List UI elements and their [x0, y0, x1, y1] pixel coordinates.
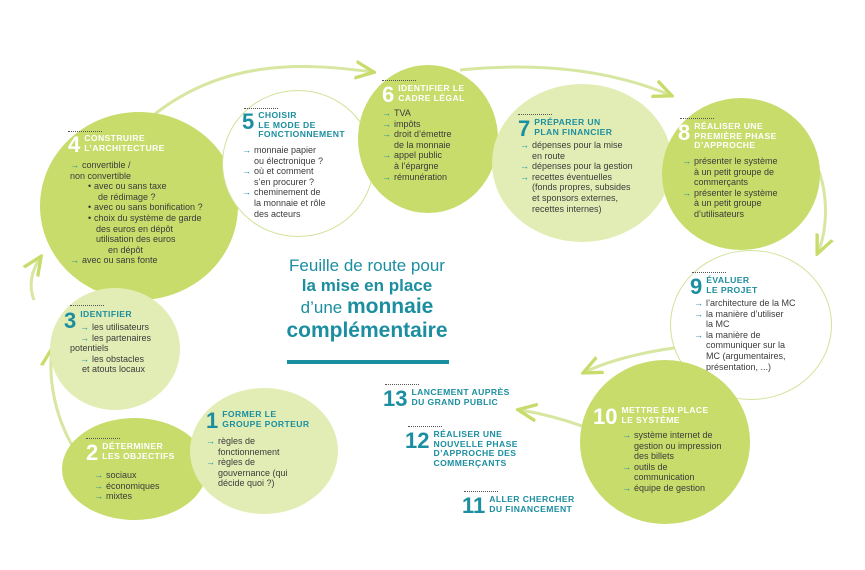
step-8-item: → présenter le système à un petit groupe d’utilisateurs: [682, 188, 817, 220]
step-11-number: 11: [462, 493, 486, 518]
step-11-title: ALLER CHERCHER DU FINANCEMENT: [489, 494, 575, 514]
step-8-item: → présenter le système à un petit groupe de commerçants: [682, 156, 817, 188]
step-5-header: [242, 111, 345, 140]
step-12-dots: [408, 426, 442, 427]
step-9-items: [694, 298, 824, 372]
step-9-item: → la manière de communiquer sur la MC (argumentaires, présentation, ...): [694, 330, 824, 372]
step-4-item: de rédimage ?: [98, 191, 156, 202]
title-underline: [287, 360, 449, 364]
step-7-title: PRÉPARER UN PLAN FINANCIER: [534, 117, 613, 137]
step-3-dots: [70, 305, 104, 306]
step-3-title: IDENTIFIER: [80, 309, 132, 319]
step-7-item: → dépenses pour la gestion: [520, 161, 670, 172]
step-13-number: 13: [383, 386, 408, 411]
step-4-item: non convertible: [70, 170, 132, 181]
step-10-item: → outils de communication: [622, 462, 744, 483]
step-8-header: [678, 122, 777, 151]
step-7-items: [520, 140, 670, 214]
step-4-item: • choix du système de garde: [88, 213, 235, 224]
step-2-header: [86, 442, 175, 464]
step-12-header: [405, 430, 518, 468]
title-line-3: [262, 296, 472, 319]
step-4-item: • avec ou sans taxe: [88, 181, 235, 192]
step-4-item: en dépôt: [108, 244, 144, 255]
step-5-items: [242, 145, 367, 219]
step-5-number: 5: [242, 109, 255, 134]
step-7-item: → dépenses pour la mise en route: [520, 140, 670, 161]
step-5-item: → où et comment s’en procurer ?: [242, 166, 367, 187]
step-12-title: RÉALISER UNE NOUVELLE PHASE D’APPROCHE DES COMMERÇANTS: [433, 429, 518, 468]
step-4-item: → convertible /: [70, 160, 235, 171]
step-8-items: [682, 156, 817, 220]
step-7-number: 7: [518, 116, 531, 141]
step-6-item: → TVA: [382, 108, 494, 119]
step-4-items: [70, 160, 235, 266]
step-4-title: CONSTRUIRE L’ARCHITECTURE: [84, 133, 165, 153]
step-3-number: 3: [64, 308, 77, 333]
step-2-item: → mixtes: [94, 491, 194, 502]
step-10-item: → système internet de gestion ou impression des billets: [622, 430, 744, 462]
title-line-2: la mise en place: [301, 276, 433, 295]
step-4-item: utilisation des euros: [96, 234, 176, 245]
step-13-header: [383, 388, 510, 410]
step-4-item: → avec ou sans fonte: [70, 255, 235, 266]
step-6-items: [382, 108, 494, 182]
step-11-dots: [464, 491, 498, 492]
step-5-title: CHOISIR LE MODE DE FONCTIONNEMENT: [258, 110, 346, 139]
title-line-4: complémentaire: [286, 319, 448, 342]
step-2-title: DÉTERMINER LES OBJECTIFS: [102, 441, 175, 461]
step-3-item: → les obstacles: [80, 354, 180, 365]
title-line-3-prefix: d’une: [300, 298, 347, 317]
step-5-item: → monnaie papier ou électronique ?: [242, 145, 367, 166]
step-10-number: 10: [593, 404, 618, 429]
step-11-header: [462, 495, 575, 517]
step-2-item: → économiques: [94, 481, 194, 492]
step-4-header: [68, 134, 165, 156]
arrow-3-to-4: [31, 258, 40, 300]
step-6-item: → appel public à l’épargne: [382, 150, 494, 171]
step-9-title: ÉVALUER LE PROJET: [706, 275, 758, 295]
step-2-item: → sociaux: [94, 470, 194, 481]
step-10-title: METTRE EN PLACE LE SYSTÈME: [621, 405, 709, 425]
step-6-item: → droit d’émettre de la monnaie: [382, 129, 494, 150]
step-9-header: [690, 276, 758, 298]
arrow-10-to-13: [520, 410, 582, 426]
step-9-item: → la manière d’utiliser la MC: [694, 309, 824, 330]
step-13-dots: [385, 384, 419, 385]
step-3-item: → les utilisateurs: [80, 322, 180, 333]
step-9-item: → l’architecture de la MC: [694, 298, 824, 309]
step-1-number: 1: [206, 408, 219, 433]
step-2-circle: [62, 418, 207, 520]
step-10-header: [593, 406, 709, 428]
step-3-item: → les partenaires: [80, 333, 180, 344]
step-5-item: → cheminement de la monnaie et rôle des acteurs: [242, 187, 367, 219]
step-1-item: → règles de fonctionnement: [206, 436, 331, 457]
step-7-dots: [518, 114, 552, 115]
step-6-item: → rémunération: [382, 172, 494, 183]
title-line-1: Feuille de route pour: [289, 256, 445, 275]
step-9-number: 9: [690, 274, 703, 299]
step-4-item: • avec ou sans bonification ?: [88, 202, 235, 213]
step-10-items: [622, 430, 744, 494]
step-6-header: [382, 84, 465, 106]
page-title: [262, 256, 472, 343]
step-2-items: [94, 470, 194, 502]
step-1-header: [206, 410, 310, 432]
step-3-items: [70, 322, 180, 375]
step-4-number: 4: [68, 132, 81, 157]
step-13-title: LANCEMENT AUPRÈS DU GRAND PUBLIC: [411, 387, 510, 407]
step-7-item: → recettes éventuelles (fonds propres, subsides et sponsors externes, recettes internes): [520, 172, 670, 214]
step-6-number: 6: [382, 82, 395, 107]
step-2-dots: [86, 438, 120, 439]
step-6-item: → impôts: [382, 119, 494, 130]
title-line-3-bold: monnaie: [346, 295, 434, 318]
step-1-title: FORMER LE GROUPE PORTEUR: [222, 409, 310, 429]
step-7-header: [518, 118, 612, 140]
step-1-items: [206, 436, 331, 489]
step-1-item: → règles de gouvernance (qui décide quoi ?): [206, 457, 331, 489]
step-10-item: → équipe de gestion: [622, 483, 744, 494]
step-8-dots: [680, 118, 714, 119]
step-6-dots: [382, 80, 416, 81]
step-12-number: 12: [405, 428, 430, 453]
step-2-number: 2: [86, 440, 99, 465]
step-8-title: RÉALISER UNE PREMIÈRE PHASE D’APPROCHE: [694, 121, 777, 150]
step-3-item: et atouts locaux: [82, 364, 146, 375]
step-3-item: potentiels: [70, 343, 109, 354]
step-9-dots: [692, 272, 726, 273]
step-6-title: IDENTIFIER LE CADRE LÉGAL: [398, 83, 465, 103]
step-4-item: des euros en dépôt: [96, 223, 174, 234]
step-8-number: 8: [678, 120, 691, 145]
